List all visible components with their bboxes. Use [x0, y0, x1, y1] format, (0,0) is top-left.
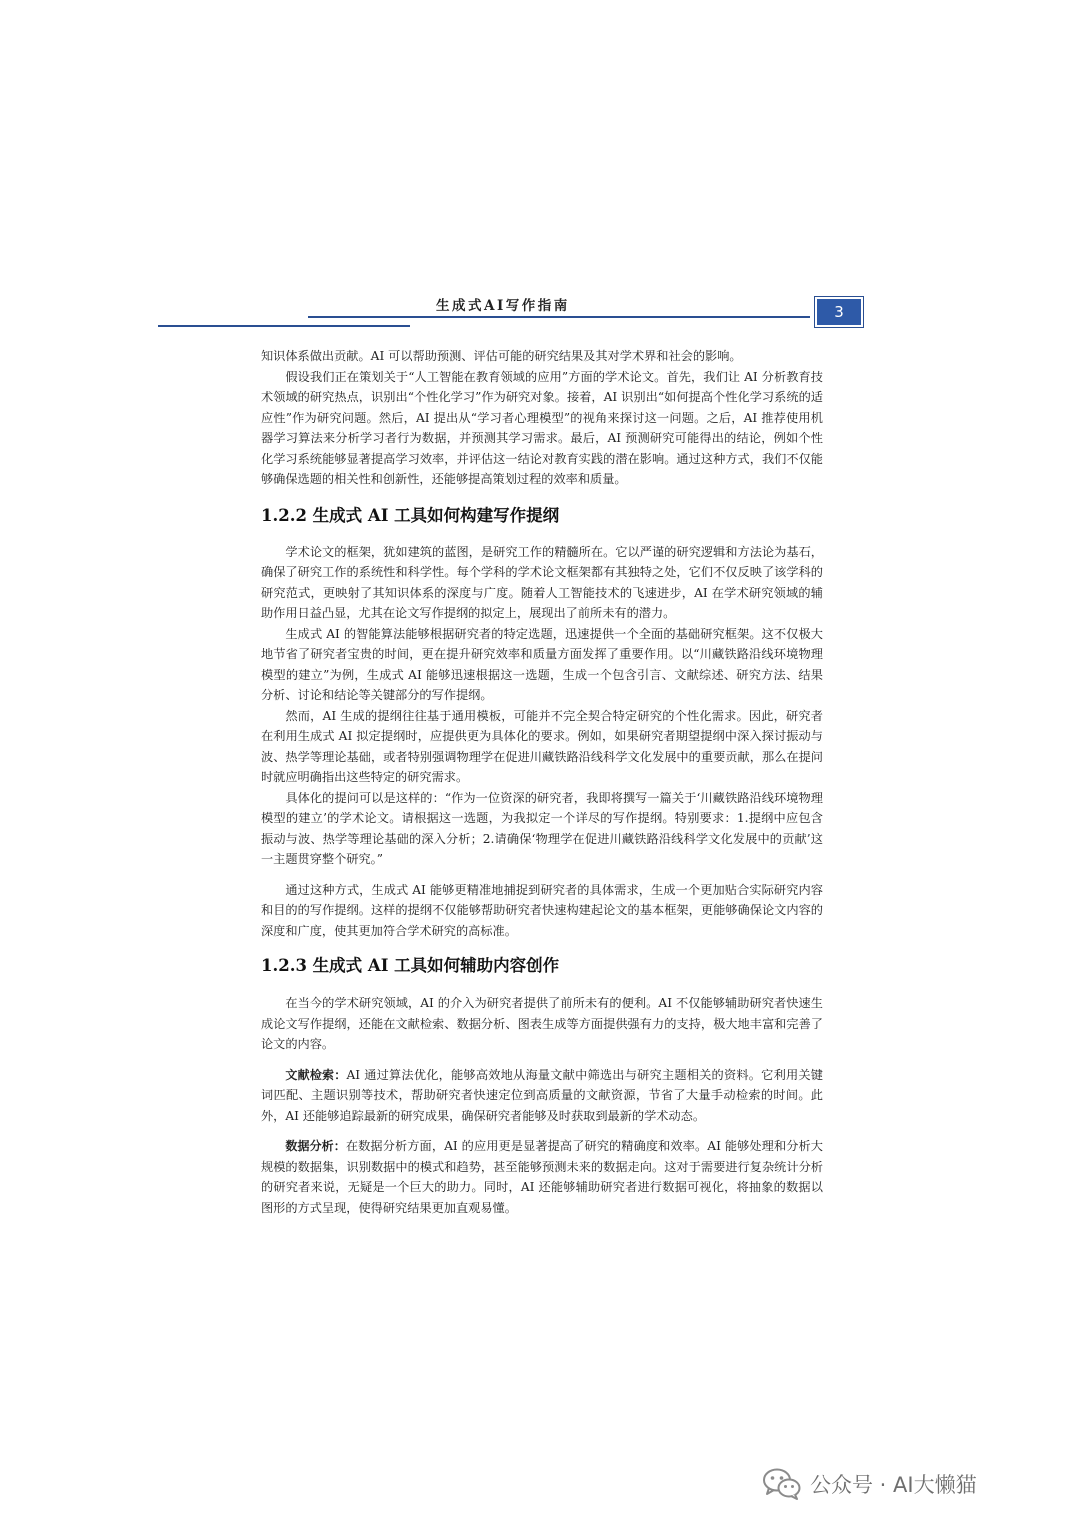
running-title: 生成式AI写作指南: [436, 298, 570, 314]
watermark: [762, 1466, 977, 1502]
page-number-badge: [814, 296, 864, 328]
watermark-text: 公众号 · AI大懒猫: [810, 1473, 977, 1497]
paragraph-intro-content: 在当今的学术研究领域，AI 的介入为研究者提供了前所未有的便利。AI 不仅能够辅助研究者快速生成论文写作提纲，还能在文献检索、数据分析、图表生成等方面提供强有力的支持，极大地丰富和完善了论文的内容。: [261, 996, 823, 1051]
paragraph-framework: 学术论文的框架，犹如建筑的蓝图，是研究工作的精髓所在。它以严谨的研究逻辑和方法论为基石，确保了研究工作的系统性和科学性。每个学科的学术论文框架都有其独特之处，它们不仅反映了该学科的研究范式，更映射了其知识体系的深度与广度。随着人工智能技术的飞速进步，AI 在学术研究领域的辅助作用日益凸显，尤其在论文写作提纲的拟定上，展现出了前所未有的潜力。: [261, 544, 823, 620]
paragraph-ai-algorithm: 生成式 AI 的智能算法能够根据研究者的特定选题，迅速提供一个全面的基础研究框架。这不仅极大地节省了研究者宝贵的时间，更在提升研究效率和质量方面发挥了重要作用。以“川藏铁路沿线环境物理模型的建立”为例，生成式 AI 能够迅速根据这一选题，生成一个包含引言、文献综述、研究方法、结果分析、讨论和结论等关键部分的写作提纲。: [261, 626, 823, 702]
paragraph-specific-prompt: 具体化的提问可以是这样的：“作为一位资深的研究者，我即将撰写一篇关于‘川藏铁路沿线环境物理模型的建立’的学术论文。请根据这一选题，为我拟定一个详尽的写作提纲。特别要求：1.提纲中应包含振动与波、热学等理论基础的深入分析；2.请确保‘物理学在促进川藏铁路沿线科学文化发展中的贡献’这一主题贯穿整个研究。”: [261, 790, 823, 866]
paragraph-data-analysis: [261, 1136, 823, 1218]
term-data-analysis: 数据分析：: [285, 1139, 346, 1153]
page-body: [261, 346, 823, 1218]
term-literature-search: 文献检索：: [285, 1067, 347, 1082]
literature-search-text: AI 通过算法优化，能够高效地从海量文献中筛选出与研究主题相关的资料。它利用关键词匹配、主题识别等技术，帮助研究者快速定位到高质量的文献资源，节省了大量手动检索的时间。此外，AI 还能够追踪最新的研究成果，确保研究者能够及时获取到最新的学术动态。: [261, 1067, 823, 1123]
paragraph-carryover: 知识体系做出贡献。AI 可以帮助预测、评估可能的研究结果及其对学术界和社会的影响。: [261, 349, 742, 363]
section-heading-1-2-3: 1.2.3 生成式 AI 工具如何辅助内容创作: [261, 956, 560, 975]
paragraph-example: 假设我们正在策划关于“人工智能在教育领域的应用”方面的学术论文。首先，我们让 AI 分析教育技术领域的研究热点，识别出“个性化学习”作为研究对象。接着，AI 识别出“如何提高个性化学习系统的适应性”作为研究问题。然后，AI 提出从“学习者心理模型”的视角来探讨这一问题。之后，AI 推荐使用机器学习算法来分析学习者行为数据，并预测其学习需求。最后，AI 预测研究可能得出的结论，例如个性化学习系统能够显著提高学习效率，并评估这一结论对教育实践的潜在影响。通过这种方式，我们不仅能够确保选题的相关性和创新性，还能够提高策划过程的效率和质量。: [261, 369, 823, 486]
section-heading-1-2-2: 1.2.2 生成式 AI 工具如何构建写作提纲: [261, 505, 560, 525]
header-rule-lower: [158, 325, 410, 327]
paragraph-literature-search: [261, 1065, 823, 1127]
paragraph-conclusion: 通过这种方式，生成式 AI 能够更精准地捕捉到研究者的具体需求，生成一个更加贴合实际研究内容和目的的写作提纲。这样的提纲不仅能够帮助研究者快速构建起论文的基本框架，更能够确保论文内容的深度和广度，使其更加符合学术研究的高标准。: [261, 882, 823, 938]
paragraph-template-limits: 然而，AI 生成的提纲往往基于通用模板，可能并不完全契合特定研究的个性化需求。因此，研究者在利用生成式 AI 拟定提纲时，应提供更为具体化的要求。例如，如果研究者期望提纲中深入探讨振动与波、热学等理论基础，或者特别强调物理学在促进川藏铁路沿线科学文化发展中的重要贡献，那么在提问时就应明确指出这些特定的研究需求。: [261, 708, 823, 784]
wechat-icon: [762, 1467, 802, 1501]
header-rule-upper: [308, 316, 810, 318]
data-analysis-text: 在数据分析方面，AI 的应用更是显著提高了研究的精确度和效率。AI 能够处理和分析大规模的数据集，识别数据中的模式和趋势，甚至能够预测未来的数据走向。这对于需要进行复杂统计分析的研究者来说，无疑是一个巨大的助力。同时，AI 还能够辅助研究者进行数据可视化，将抽象的数据以图形的方式呈现，使得研究结果更加直观易懂。: [261, 1139, 823, 1215]
page-number: 3: [817, 299, 861, 325]
page-header: [0, 0, 1080, 340]
